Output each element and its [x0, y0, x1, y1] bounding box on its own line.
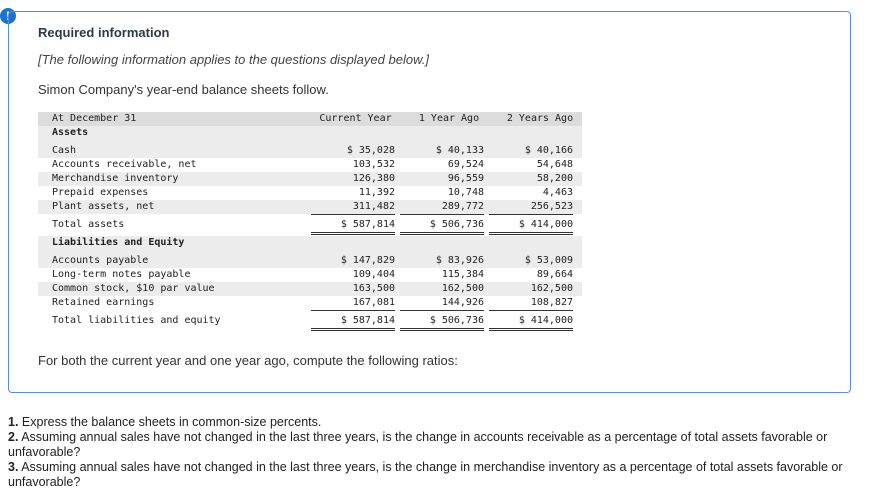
- row-label: Retained earnings: [52, 297, 155, 308]
- cell-two-years: $ 414,000: [489, 314, 573, 331]
- row-label: Accounts receivable, net: [52, 159, 197, 170]
- cell-one-year: $ 83,926: [435, 255, 484, 266]
- question-item: [8, 430, 868, 460]
- cell-one-year: 10,748: [447, 187, 484, 198]
- header-current-year: Current Year: [319, 113, 392, 124]
- cell-one-year: $ 506,736: [400, 218, 484, 235]
- cell-one-year: 144,926: [400, 296, 484, 311]
- balance-sheet-table: [38, 112, 582, 328]
- cell-current: $ 35,028: [346, 145, 395, 156]
- cell-current: 109,404: [352, 269, 395, 280]
- header-label: At December 31: [52, 113, 137, 124]
- cell-two-years: 4,463: [542, 187, 573, 198]
- header-two-years-ago: 2 Years Ago: [506, 113, 574, 124]
- cell-one-year: 96,559: [447, 173, 484, 184]
- cell-two-years: 54,648: [536, 159, 573, 170]
- liabilities-title: Liabilities and Equity: [52, 237, 185, 248]
- cell-current: 167,081: [311, 296, 395, 311]
- liabilities-title-row: [38, 236, 582, 250]
- row-label: Long-term notes payable: [52, 269, 191, 280]
- cell-current: 311,482: [311, 200, 395, 215]
- question-item: [8, 415, 868, 430]
- cell-current: 163,500: [352, 283, 395, 294]
- table-row: [38, 254, 582, 268]
- cell-two-years: $ 40,166: [524, 145, 573, 156]
- cell-two-years: $ 414,000: [489, 218, 573, 235]
- cell-two-years: 89,664: [536, 269, 573, 280]
- header-one-year-ago: 1 Year Ago: [418, 113, 480, 124]
- cell-one-year: 289,772: [400, 200, 484, 215]
- cell-current: $ 587,814: [311, 218, 395, 235]
- table-header-row: [38, 112, 582, 126]
- cell-one-year: $ 40,133: [435, 145, 484, 156]
- total-liabilities-row: [38, 314, 582, 328]
- table-row: [38, 144, 582, 158]
- intro-text: Simon Company's year-end balance sheets follow.: [38, 82, 329, 97]
- table-row: [38, 282, 582, 296]
- table-row: [38, 296, 582, 310]
- row-label: Accounts payable: [52, 255, 149, 266]
- row-label: Prepaid expenses: [52, 187, 149, 198]
- cell-current: 103,532: [352, 159, 395, 170]
- cell-one-year: $ 506,736: [400, 314, 484, 331]
- total-assets-row: [38, 218, 582, 232]
- ratio-instructions: For both the current year and one year ago, compute the following ratios:: [38, 353, 458, 368]
- cell-current: 11,392: [358, 187, 395, 198]
- cell-two-years: 162,500: [530, 283, 573, 294]
- required-title: Required information: [38, 25, 170, 40]
- table-row: [38, 158, 582, 172]
- cell-two-years: 58,200: [536, 173, 573, 184]
- question-number: 1.: [8, 415, 19, 429]
- cell-two-years: 108,827: [489, 296, 573, 311]
- question-text: Express the balance sheets in common-size percents.: [18, 415, 322, 429]
- required-note: [The following information applies to the questions displayed below.]: [38, 52, 429, 67]
- question-text: Assuming annual sales have not changed in the last three years, is the change in merchandise inventory as a percentage of total assets favorable or unfavorable?: [8, 460, 843, 489]
- row-label: Total liabilities and equity: [52, 315, 221, 326]
- row-label: Cash: [52, 145, 77, 156]
- cell-two-years: $ 53,009: [524, 255, 573, 266]
- cell-current: 126,380: [352, 173, 395, 184]
- row-label: Merchandise inventory: [52, 173, 179, 184]
- alert-icon: !: [0, 8, 16, 24]
- cell-one-year: 115,384: [441, 269, 484, 280]
- table-row: [38, 186, 582, 200]
- cell-two-years: 256,523: [489, 200, 573, 215]
- row-label: Total assets: [52, 219, 125, 230]
- cell-current: $ 147,829: [340, 255, 395, 266]
- table-row: [38, 172, 582, 186]
- cell-one-year: 69,524: [447, 159, 484, 170]
- cell-one-year: 162,500: [441, 283, 484, 294]
- questions-list: [8, 415, 868, 490]
- table-row: [38, 200, 582, 214]
- question-item: [8, 460, 868, 490]
- assets-title: Assets: [52, 127, 89, 138]
- cell-current: $ 587,814: [311, 314, 395, 331]
- assets-title-row: [38, 126, 582, 140]
- question-number: 3.: [8, 460, 19, 474]
- question-text: Assuming annual sales have not changed in the last three years, is the change in accounts receivable as a percentage of total assets favorable or unfavorable?: [8, 430, 828, 459]
- question-number: 2.: [8, 430, 19, 444]
- table-row: [38, 268, 582, 282]
- row-label: Plant assets, net: [52, 201, 155, 212]
- row-label: Common stock, $10 par value: [52, 283, 215, 294]
